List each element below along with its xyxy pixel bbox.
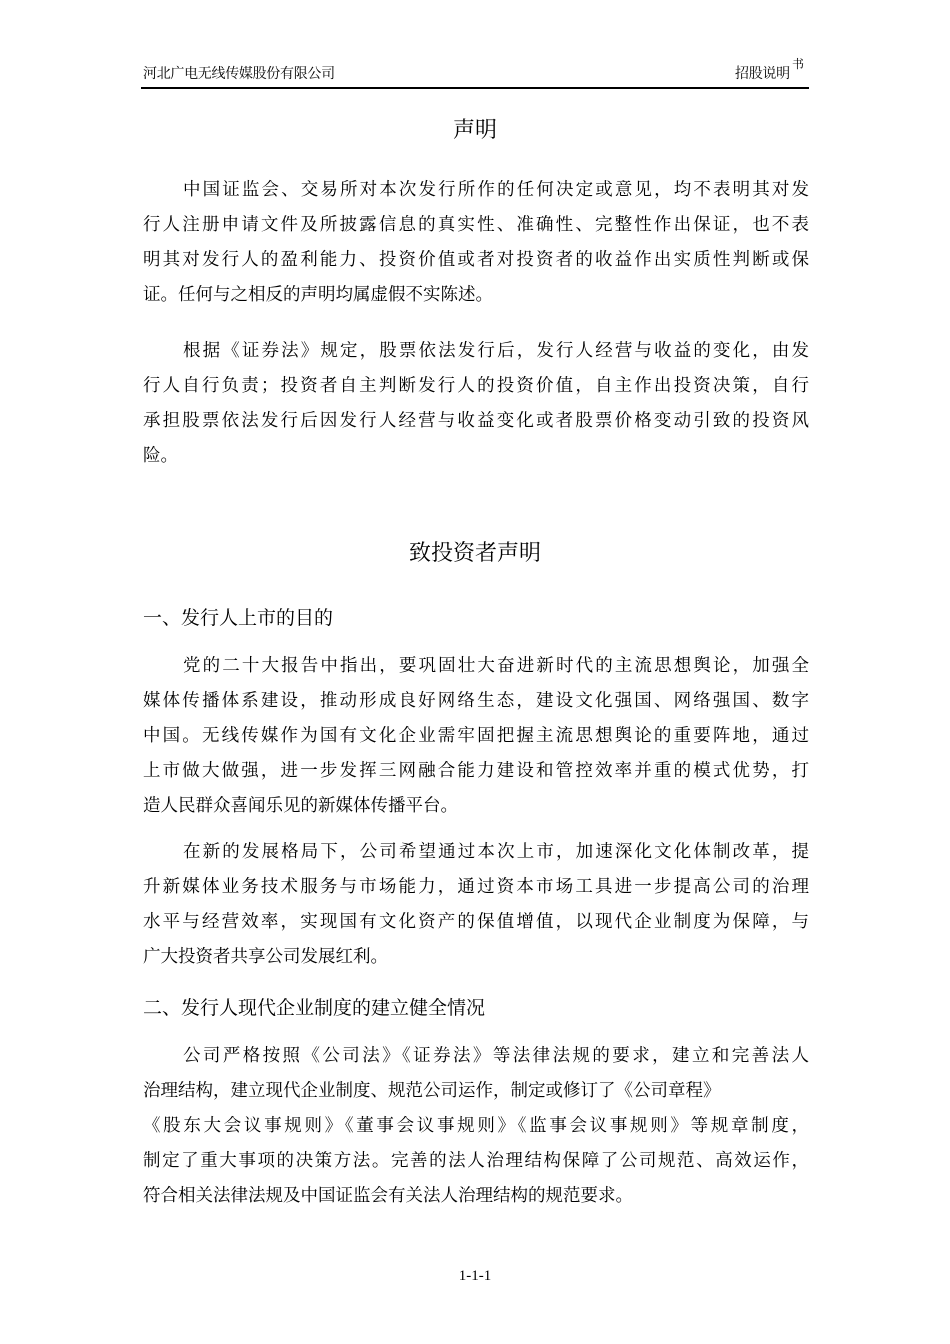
text-line: 明其对发行人的盈利能力、投资价值或者对投资者的收益作出实质性判断或保 bbox=[143, 250, 809, 270]
text-line: 根据《证券法》规定，股票依法发行后，发行人经营与收益的变化，由发 bbox=[183, 341, 809, 361]
header-divider bbox=[141, 87, 809, 89]
text-line: 广大投资者共享公司发展红利。 bbox=[143, 947, 388, 967]
text-line: 行人自行负责；投资者自主判断发行人的投资价值，自主作出投资决策，自行 bbox=[143, 376, 809, 396]
header-company-name: 河北广电无线传媒股份有限公司 bbox=[143, 66, 335, 82]
text-line: 承担股票依法发行后因发行人经营与收益变化或者股票价格变动引致的投资风 bbox=[143, 411, 809, 431]
section-heading-1: 一、发行人上市的目的 bbox=[143, 607, 334, 629]
header-doc-type: 招股说明 bbox=[735, 66, 790, 82]
text-line: 行人注册申请文件及所披露信息的真实性、准确性、完整性作出保证，也不表 bbox=[143, 215, 809, 235]
text-line: 《股东大会议事规则》《董事会议事规则》《监事会议事规则》等规章制度， bbox=[143, 1116, 809, 1136]
investor-statement-title: 致投资者声明 bbox=[408, 541, 541, 566]
text-line: 制定了重大事项的决策方法。完善的法人治理结构保障了公司规范、高效运作， bbox=[143, 1151, 809, 1171]
section-heading-2: 二、发行人现代企业制度的建立健全情况 bbox=[143, 997, 486, 1019]
text-line: 险。 bbox=[143, 446, 178, 466]
statement-title: 声明 bbox=[452, 118, 497, 143]
text-line: 治理结构，建立现代企业制度、规范公司运作，制定或修订了《公司章程》 bbox=[143, 1081, 721, 1101]
text-line: 升新媒体业务技术服务与市场能力，通过资本市场工具进一步提高公司的治理 bbox=[143, 877, 809, 897]
text-line: 中国证监会、交易所对本次发行所作的任何决定或意见，均不表明其对发 bbox=[183, 180, 809, 200]
text-line: 党的二十大报告中指出，要巩固壮大奋进新时代的主流思想舆论，加强全 bbox=[183, 656, 809, 676]
text-line: 水平与经营效率，实现国有文化资产的保值增值，以现代企业制度为保障，与 bbox=[143, 912, 809, 932]
text-line: 中国。无线传媒作为国有文化企业需牢固把握主流思想舆论的重要阵地，通过 bbox=[143, 726, 809, 746]
text-line: 造人民群众喜闻乐见的新媒体传播平台。 bbox=[143, 796, 458, 816]
text-line: 媒体传播体系建设，推动形成良好网络生态，建设文化强国、网络强国、数字 bbox=[143, 691, 809, 711]
text-line: 上市做大做强，进一步发挥三网融合能力建设和管控效率并重的模式优势，打 bbox=[143, 761, 809, 781]
text-line: 公司严格按照《公司法》《证券法》等法律法规的要求，建立和完善法人 bbox=[183, 1046, 809, 1066]
text-line: 证。任何与之相反的声明均属虚假不实陈述。 bbox=[143, 285, 493, 305]
page-number: 1-1-1 bbox=[458, 1268, 492, 1284]
header-doc-type-suffix: 书 bbox=[792, 57, 805, 71]
text-line: 符合相关法律法规及中国证监会有关法人治理结构的规范要求。 bbox=[143, 1186, 633, 1206]
text-line: 在新的发展格局下，公司希望通过本次上市，加速深化文化体制改革，提 bbox=[183, 842, 809, 862]
